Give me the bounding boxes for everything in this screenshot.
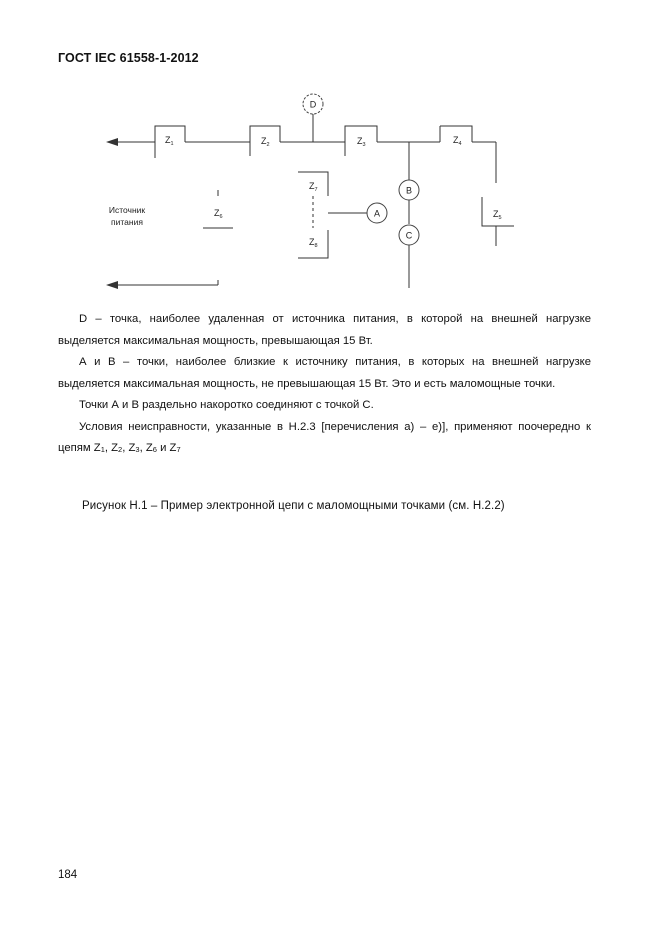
z4-label: $Z_4$ <box>453 135 462 147</box>
paragraph-d-point: D – точка, наиболее удаленная от источника питания, в которой на внешней нагрузке выделяется максимальная мощность, превышающая 15 Вт. <box>58 313 591 347</box>
point-b-label: B <box>405 185 413 196</box>
z5-label: $Z_5$ <box>493 209 502 221</box>
z2-label: $Z_2$ <box>261 136 270 148</box>
body-text <box>58 309 591 461</box>
arrow-left-bottom-icon <box>106 281 118 289</box>
page-number: 184 <box>58 869 78 881</box>
z6-label: $Z_6$ <box>214 208 223 220</box>
z1-label: $Z_1$ <box>165 135 174 147</box>
power-source-label-line2: питания <box>111 217 143 227</box>
figure-caption: Рисунок Н.1 – Пример электронной цепи с маломощными точками (см. Н.2.2) <box>82 500 505 512</box>
point-c-label: C <box>405 230 413 241</box>
power-source-label-line1: Источник <box>108 205 146 215</box>
point-d-label: D <box>309 99 317 110</box>
circuit-diagram <box>0 0 661 310</box>
paragraph-ab-points: А и В – точки, наиболее близкие к источнику питания, в которых на внешней нагрузке выделяется максимальная мощность, не превышающая 15 Вт. Это и есть маломощные точки. <box>58 356 591 390</box>
document-header: ГОСТ IEC 61558-1-2012 <box>58 51 199 65</box>
paragraph-fault-conditions: Условия неисправности, указанные в Н.2.3 [перечисления а) – е)], применяют поочередно к цепям $Z_1$, $Z_2$, $Z_3$, $Z_6$ и $Z_7$ <box>58 420 591 454</box>
paragraph-short-circuit: Точки А и В раздельно накоротко соединяют с точкой С. <box>79 399 374 411</box>
arrow-left-top-icon <box>106 138 118 146</box>
z8-label: $Z_8$ <box>309 237 318 249</box>
z3-label: $Z_3$ <box>357 136 366 148</box>
z7-label: $Z_7$ <box>309 181 318 193</box>
point-a-label: A <box>373 208 381 219</box>
